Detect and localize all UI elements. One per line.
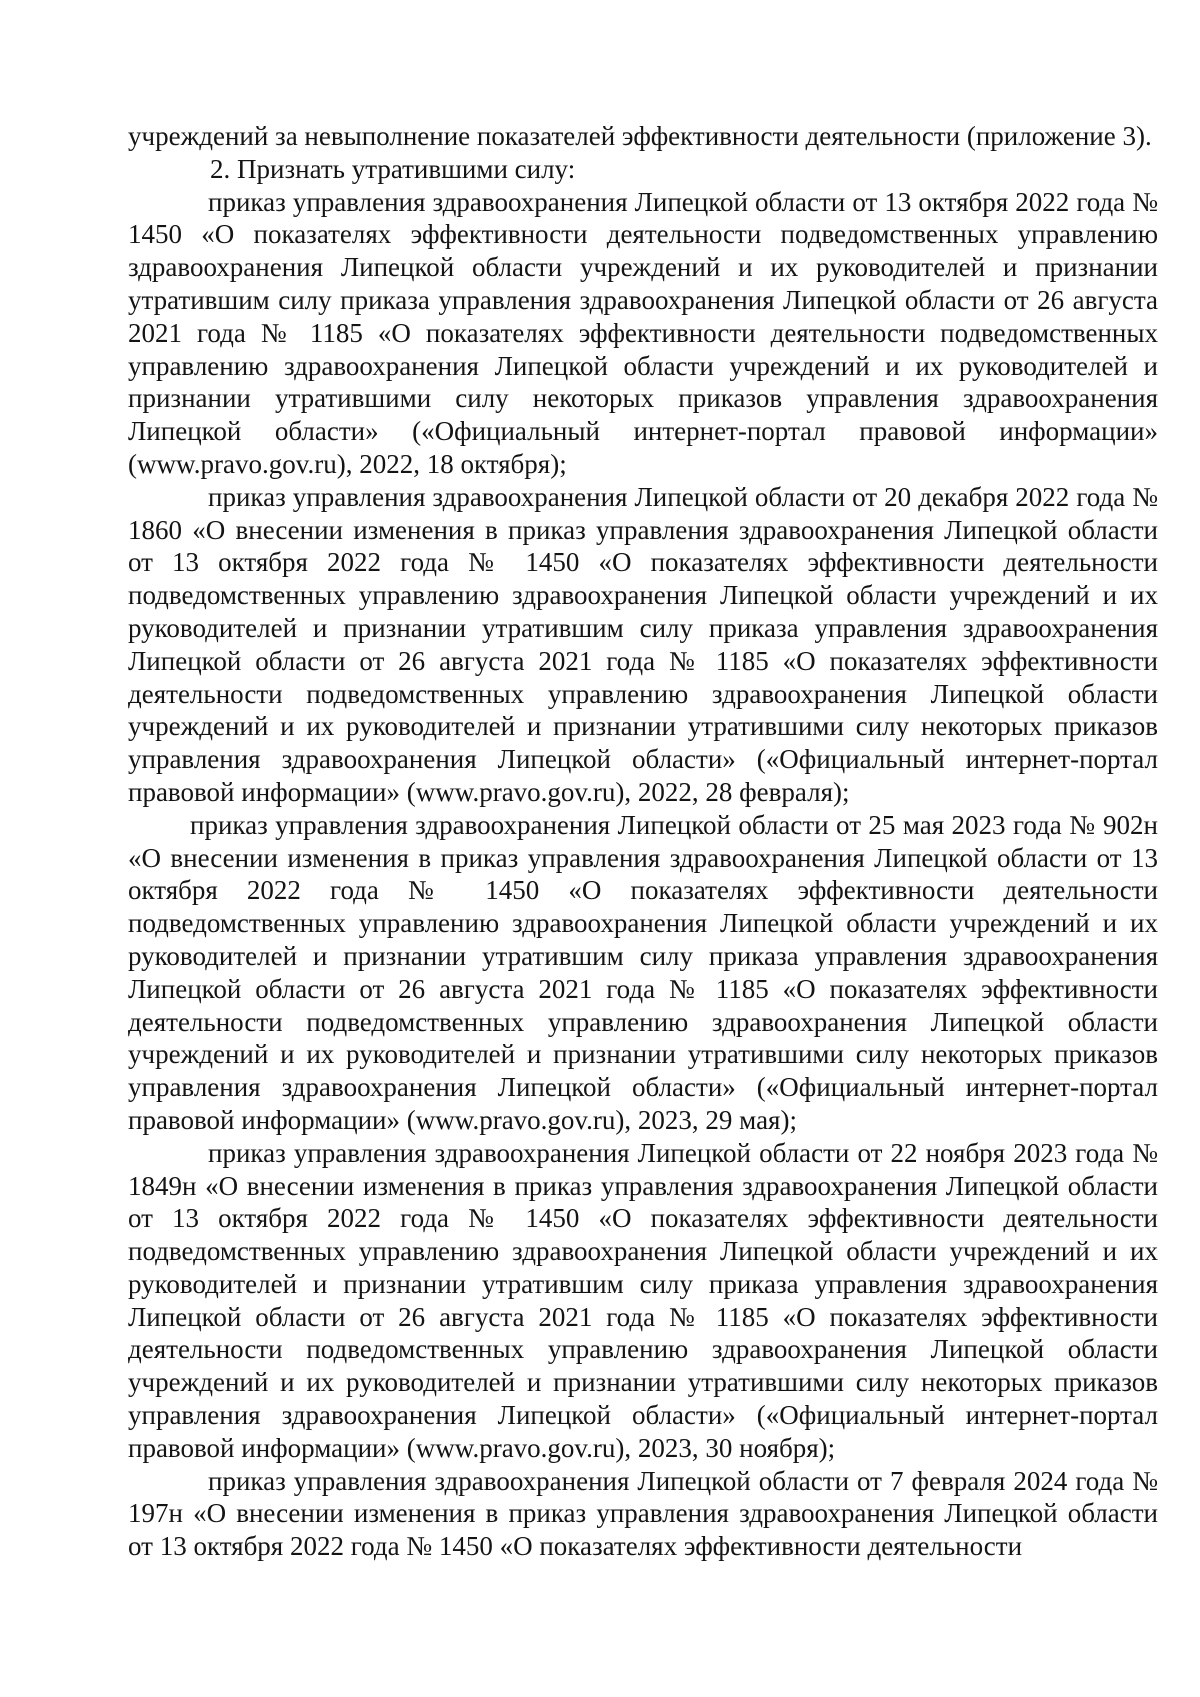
paragraph-continuation: учреждений за невыполнение показателей эффективности деятельности (приложение 3). <box>128 121 1152 151</box>
paragraph-order-1450: приказ управления здравоохранения Липецкой области от 13 октября 2022 года № 1450 «О показателях эффективности деятельности подведомственных управлению здравоохранения Липецкой области учреждений и их руководителей и признании утратившим силу приказа управления здравоохранения Липецкой области от 26 августа 2021 года № 1185 «О показателях эффективности деятельности подведомственных управлению здравоохранения Липецкой области учреждений и их руководителей и признании утратившими силу некоторых приказов управления здравоохранения Липецкой области» («Официальный интернет-портал правовой информации» (www.pravo.gov.ru), 2022, 18 октября); <box>128 186 1158 479</box>
paragraph-order-1860: приказ управления здравоохранения Липецкой области от 20 декабря 2022 года № 1860 «О внесении изменения в приказ управления здравоохранения Липецкой области от 13 октября 2022 года № 1450 «О показателях эффективности деятельности подведомственных управлению здравоохранения Липецкой области учреждений и их руководителей и признании утратившим силу приказа управления здравоохранения Липецкой области от 26 августа 2021 года № 1185 «О показателях эффективности деятельности подведомственных управлению здравоохранения Липецкой области учреждений и их руководителей и признании утратившими силу некоторых приказов управления здравоохранения Липецкой области» («Официальный интернет-портал правовой информации» (www.pravo.gov.ru), 2022, 28 февраля); <box>128 481 1158 807</box>
paragraph-order-197n: приказ управления здравоохранения Липецкой области от 7 февраля 2024 года № 197н «О внесении изменения в приказ управления здравоохранения Липецкой области от 13 октября 2022 года № 1450 «О показателях эффективности деятельности <box>128 1465 1158 1562</box>
paragraph-item-2-heading: 2. Признать утратившими силу: <box>210 153 576 184</box>
paragraph-order-902n: приказ управления здравоохранения Липецкой области от 25 мая 2023 года № 902н «О внесении изменения в приказ управления здравоохранения Липецкой области от 13 октября 2022 года № 1450 «О показателях эффективности деятельности подведомственных управлению здравоохранения Липецкой области учреждений и их руководителей и признании утратившим силу приказа управления здравоохранения Липецкой области от 26 августа 2021 года № 1185 «О показателях эффективности деятельности подведомственных управлению здравоохранения Липецкой области учреждений и их руководителей и признании утратившими силу некоторых приказов управления здравоохранения Липецкой области» («Официальный интернет-портал правовой информации» (www.pravo.gov.ru), 2023, 29 мая); <box>128 809 1158 1135</box>
paragraph-order-1849n: приказ управления здравоохранения Липецкой области от 22 ноября 2023 года № 1849н «О внесении изменения в приказ управления здравоохранения Липецкой области от 13 октября 2022 года № 1450 «О показателях эффективности деятельности подведомственных управлению здравоохранения Липецкой области учреждений и их руководителей и признании утратившим силу приказа управления здравоохранения Липецкой области от 26 августа 2021 года № 1185 «О показателях эффективности деятельности подведомственных управлению здравоохранения Липецкой области учреждений и их руководителей и признании утратившими силу некоторых приказов управления здравоохранения Липецкой области» («Официальный интернет-портал правовой информации» (www.pravo.gov.ru), 2023, 30 ноября); <box>128 1137 1158 1463</box>
document-body <box>128 120 1158 1563</box>
